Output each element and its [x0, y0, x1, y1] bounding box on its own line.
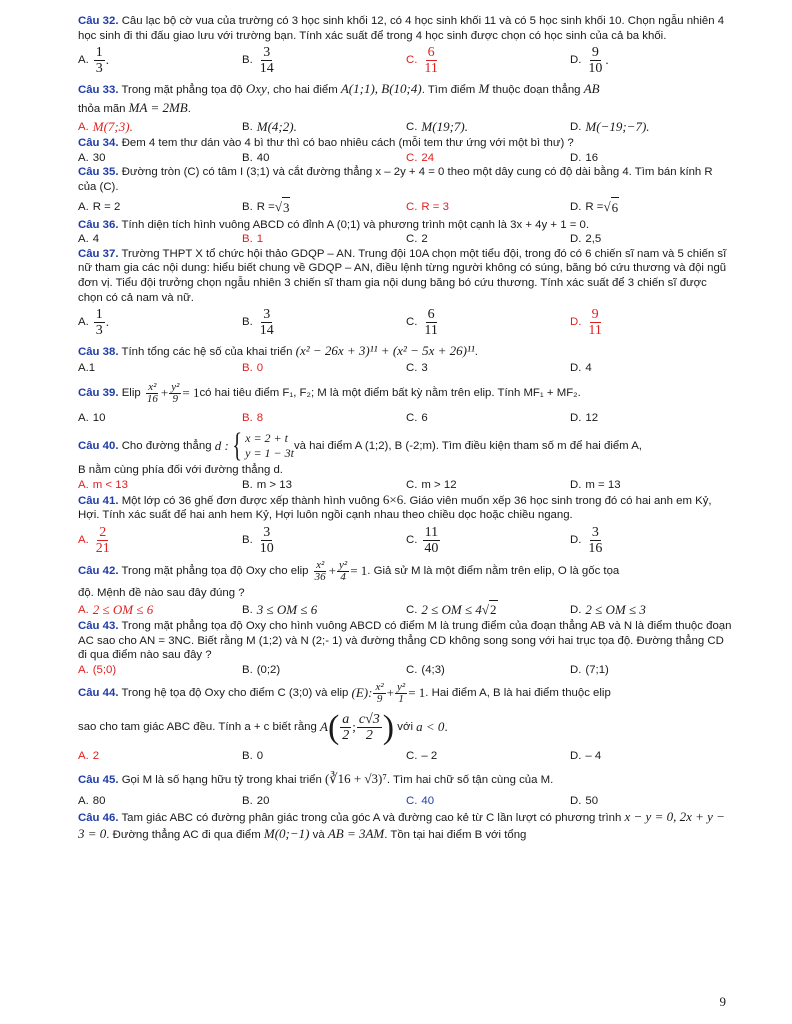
option-d[interactable]: D. 2,5: [570, 233, 602, 246]
option-b[interactable]: B. $\frac{3}{14}$: [242, 45, 274, 77]
option-d[interactable]: D. 50: [570, 795, 599, 808]
option-a[interactable]: A. (5;0): [78, 664, 117, 677]
option-d[interactable]: D. 4: [570, 362, 592, 375]
option-d[interactable]: D. $\frac{9}{11}$: [570, 307, 602, 339]
option-c[interactable]: C. – 2: [406, 749, 438, 762]
option-d[interactable]: D. m = 13: [570, 478, 621, 491]
option-b[interactable]: B. 1: [242, 233, 264, 246]
question-38: Câu 38. Tính tổng các hệ số của khai triển (x² − 26x + 3)¹¹ + (x² − 5x + 26)¹¹. A. 1 B. 0 C. 3 D. 4: [78, 342, 734, 376]
option-b[interactable]: B. 8: [242, 411, 264, 424]
option-b[interactable]: B. (0;2): [242, 664, 281, 677]
option-a[interactable]: A. 80: [78, 795, 106, 808]
option-b[interactable]: B. 40: [242, 151, 270, 164]
question-number: Câu 32.: [78, 15, 119, 27]
option-c[interactable]: C. $\frac{11}{40}$: [406, 524, 439, 556]
option-d[interactable]: D. R = √ 6: [570, 197, 734, 218]
option-b[interactable]: B. R = √ 3: [242, 197, 406, 218]
question-44: Câu 44. Trong hệ tọa độ Oxy cho điểm C (3;0) và elip (E): $\frac{\text{x²}}{9}$ + $\frac{\text{y²}}{1}$ = 1 . Hai điểm A, B là hai điểm thuộc elip sao cho tam giác ABC đều. Tính a + c biết rằng A ( $\frac{a}{2}$ ; $\frac{c√3}{2}$ ) với a < 0 . A. 2 B. 0 C. – 2 D. – 4: [78, 682, 734, 764]
option-d[interactable]: D. 12: [570, 411, 599, 424]
option-c[interactable]: C. (4;3): [406, 664, 445, 677]
option-c[interactable]: C. m > 12: [406, 478, 457, 491]
question-43: Câu 43. Trong mặt phẳng tọa độ Oxy cho hình vuông ABCD có điểm M là trung điểm của đoạn thẳng AB và N là điểm thuộc đoạn AC sao cho AN = 3NC. Biết rằng M (1;2) và N (2;- 1) và đường thẳng CD không song song với hai trục tọa độ. Đường thẳng CD đi qua điểm nào sau đây ? A. (5;0) B. (0;2) C. (4;3) D. (7;1): [78, 619, 734, 677]
question-36: Câu 36. Tính diện tích hình vuông ABCD có đỉnh A (0;1) và phương trình một cạnh là 3x + 4y + 1 = 0. A. 4 B. 1 C. 2 D. 2,5: [78, 218, 734, 247]
option-a[interactable]: A. 30: [78, 151, 106, 164]
option-a[interactable]: A. R = 2: [78, 201, 121, 214]
option-b[interactable]: B. M(4;2).: [242, 119, 297, 135]
option-c[interactable]: C. 24: [406, 151, 435, 164]
option-c[interactable]: C. 6: [406, 411, 428, 424]
option-a[interactable]: A. 4: [78, 233, 100, 246]
question-33: Câu 33. Trong mặt phẳng tọa độ Oxy, cho hai điểm A(1;1), B(10;4). Tìm điểm M thuộc đoạn thẳng AB thỏa mãn MA = 2MB. A. M(7;3). B. M(4;2). C. M(19;7). D. M(−19;−7).: [78, 80, 734, 136]
question-32: [78, 14, 734, 76]
option-c[interactable]: C. M(19;7).: [406, 119, 468, 135]
question-37: Câu 37. Trường THPT X tổ chức hội thảo GDQP – AN. Trung đội 10A chọn một tiểu đội, trong đó có 6 chiến sĩ nam và 5 chiến sĩ nữ tham gia các nội dung: hiểu biết chung về GDQP – AN, điều lệnh từng người không có súng, băng bó cứu thương và đội ngũ đơn vị. Tiểu đội trưởng chọn ngẫu nhiên 3 chiến sĩ tham gia nội dung băng bó cứu thương. Tính xác suất để 3 chiến sĩ được chọn có cả nam và nữ. A. $\frac{1}{3}$ . B. $\frac{3}{14}$ C. $\frac{6}{11}$ D. $\frac{9}{11}$: [78, 247, 734, 338]
option-d[interactable]: D. M(−19;−7).: [570, 119, 650, 135]
option-d[interactable]: D. 16: [570, 151, 599, 164]
option-b[interactable]: B. 0: [242, 362, 264, 375]
option-d[interactable]: D. – 4: [570, 749, 602, 762]
option-c[interactable]: C. 2: [406, 233, 428, 246]
question-40: Câu 40. Cho đường thẳng d : { x = 2 + t y = 1 − 3t và hai điểm A (1;2), B (-2;m). Tìm điều kiện tham số m để hai điểm A, B nằm cùng phía đối với đường thẳng d. A. m < 13 B. m > 13 C. m > 12 D. m = 13: [78, 429, 734, 492]
question-35: Câu 35. Đường tròn (C) có tâm I (3;1) và cắt đường thẳng x – 2y + 4 = 0 theo một dây cung có độ dài bằng 4. Tìm bán kính R của (C). A. R = 2 B. R = √ 3 C. R = 3 D. R = √ 6: [78, 165, 734, 217]
option-b[interactable]: B. $\frac{3}{10}$: [242, 524, 274, 556]
option-c[interactable]: C. $\frac{6}{11}$: [406, 45, 438, 77]
page-number: 9: [719, 994, 726, 1009]
option-c[interactable]: C. 40: [406, 795, 435, 808]
option-d[interactable]: D. 2 ≤ OM ≤ 3: [570, 601, 646, 617]
option-d[interactable]: D. $\frac{9}{10}$ .: [570, 45, 609, 77]
option-a[interactable]: A. 2: [78, 749, 100, 762]
option-b[interactable]: B. 3 ≤ OM ≤ 6: [242, 601, 318, 617]
option-a[interactable]: A. 10: [78, 411, 106, 424]
option-a[interactable]: A. m < 13: [78, 478, 128, 491]
question-39: Câu 39. Elip $\frac{\text{x²}}{16}$ + $\frac{\text{y²}}{9}$ = 1 có hai tiêu điểm F₁, F₂; M là một điểm bất kỳ nằm trên elip. Tính MF₁ + MF₂. A. 10 B. 8 C. 6 D. 12: [78, 382, 734, 426]
option-b[interactable]: B. m > 13: [242, 478, 292, 491]
question-41: Câu 41. Một lớp có 36 ghế đơn được xếp thành hình vuông 6×6. Giáo viên muốn xếp 36 học sinh trong đó có hai anh em Kỷ, Hợi. Tính xác suất để hai anh hem Kỷ, Hợi luôn ngồi cạnh nhau theo chiều dọc hoặc chiều ngang. A. $\frac{2}{21}$ B. $\frac{3}{10}$ C. $\frac{11}{40}$ D. $\frac{3}{16}$: [78, 493, 734, 556]
option-b[interactable]: B. 20: [242, 795, 270, 808]
option-c[interactable]: C. 2 ≤ OM ≤ 4 √ 2: [406, 601, 497, 618]
option-b[interactable]: B. 0: [242, 749, 264, 762]
option-a[interactable]: A. $\frac{1}{3}$ .: [78, 45, 110, 77]
document-page: [78, 14, 734, 843]
option-a[interactable]: A. 2 ≤ OM ≤ 6: [78, 601, 154, 617]
question-46: Câu 46. Tam giác ABC có đường phân giác trong của góc A và đường cao kẻ từ C lần lượt có phương trình x − y = 0, 2x + y − 3 = 0. Đường thẳng AC đi qua điểm M(0;−1) và AB = 3AM. Tồn tại hai điểm B với tổng: [78, 808, 725, 841]
option-c[interactable]: C. 3: [406, 362, 428, 375]
option-a[interactable]: A. M(7;3).: [78, 119, 133, 135]
option-a[interactable]: A. 1: [78, 362, 96, 375]
option-b[interactable]: B. $\frac{3}{14}$: [242, 307, 274, 339]
question-34: Câu 34. Đem 4 tem thư dán vào 4 bì thư thì có bao nhiêu cách (mỗi tem thư ứng với một bì thư) ? A. 30 B. 40 C. 24 D. 16: [78, 136, 734, 165]
option-a[interactable]: A. $\frac{1}{3}$ .: [78, 307, 110, 339]
question-42: Câu 42. Trong mặt phẳng tọa độ Oxy cho elip $\frac{\text{x²}}{36}$ + $\frac{\text{y²}}{4}$ = 1 . Giả sử M là một điểm nằm trên elip, O là gốc tọa độ. Mệnh đề nào sau đây đúng ? A. 2 ≤ OM ≤ 6 B. 3 ≤ OM ≤ 6 C. 2 ≤ OM ≤ 4 √ 2 D. 2 ≤ OM ≤ 3: [78, 560, 734, 620]
option-a[interactable]: A. $\frac{2}{21}$: [78, 524, 110, 556]
option-c[interactable]: C. $\frac{6}{11}$: [406, 307, 438, 339]
question-45: Câu 45. Gọi M là số hạng hữu tỷ trong khai triển (∛16 + √3)⁷. Tìm hai chữ số tận cùng của M. A. 80 B. 20 C. 40 D. 50: [78, 769, 734, 809]
option-d[interactable]: D. (7;1): [570, 664, 609, 677]
question-text: Câu lạc bộ cờ vua của trường có 3 học sinh khối 12, có 4 học sinh khối 11 và có 5 học sinh khối 10. Chọn ngẫu nhiên 4 học sinh đi thi đấu giao lưu với trường bạn. Tính xác suất để trong 4 học sinh được chọn có học sinh của cả ba khối.: [78, 15, 725, 42]
option-d[interactable]: D. $\frac{3}{16}$: [570, 524, 603, 556]
option-c[interactable]: C. R = 3: [406, 201, 449, 214]
